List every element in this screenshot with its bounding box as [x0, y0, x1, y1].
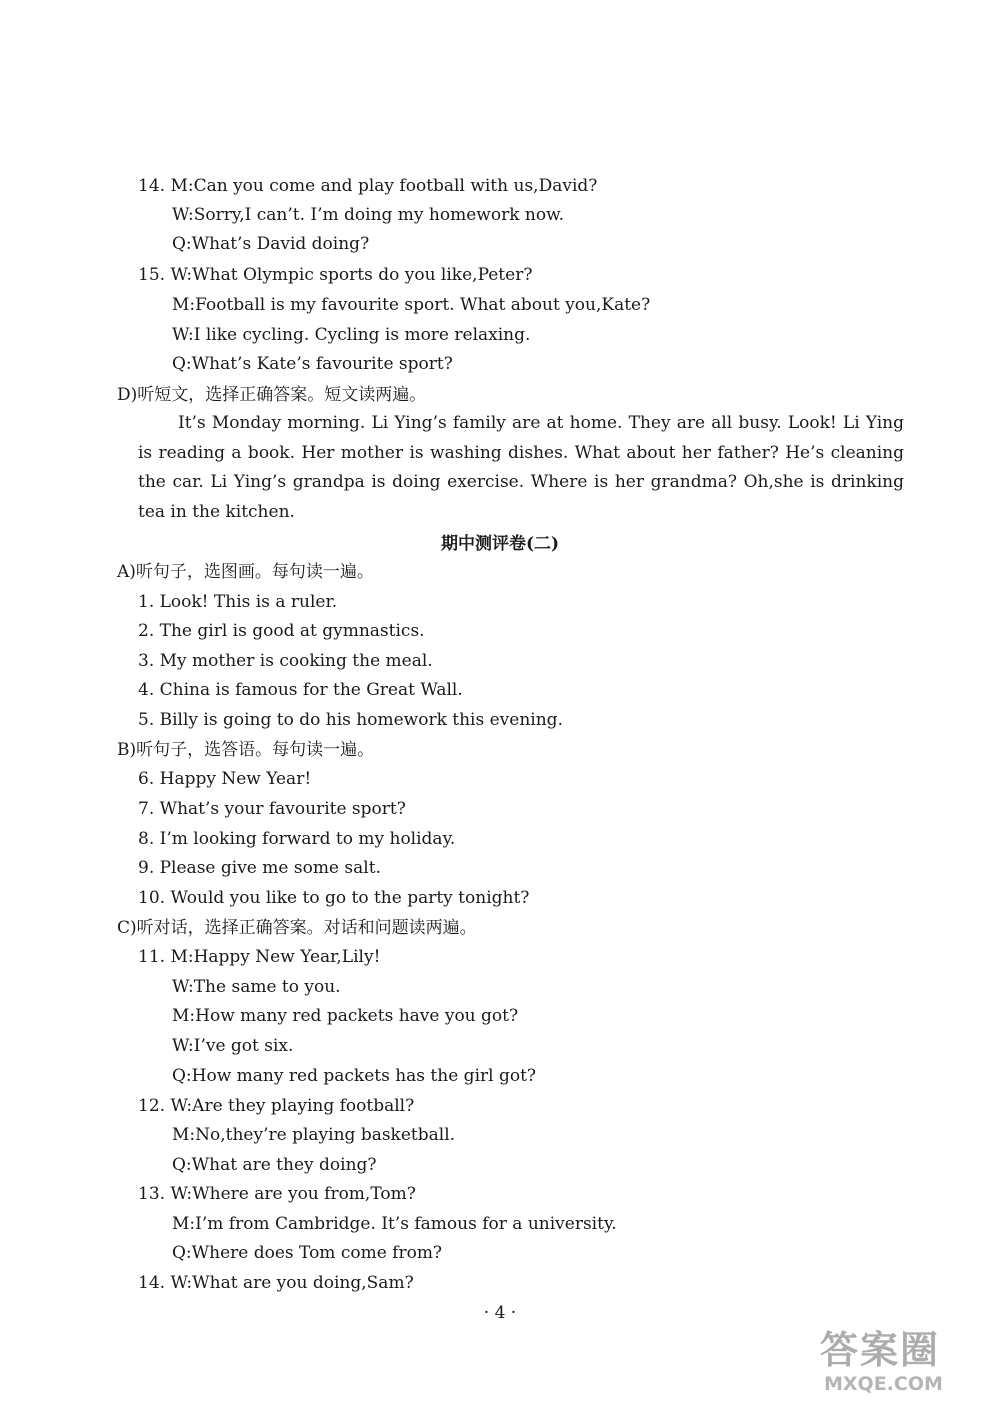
list-item: 7. What’s your favourite sport?	[138, 799, 406, 819]
dialogue-line: W:I’ve got six.	[172, 1036, 294, 1056]
dialogue-line: Q:What are they doing?	[172, 1155, 377, 1175]
dialogue-line: W:Sorry,I can’t. I’m doing my homework now.	[172, 205, 565, 225]
exam-title: 期中测评卷(二)	[440, 534, 560, 554]
dialogue-line: Q:How many red packets has the girl got?	[172, 1066, 537, 1086]
list-item: 4. China is famous for the Great Wall.	[138, 680, 463, 700]
dialogue-line: 13. W:Where are you from,Tom?	[138, 1184, 416, 1204]
section-heading: D)听短文，选择正确答案。短文读两遍。	[117, 385, 427, 405]
watermark-logo-text: 答案圈	[820, 1328, 941, 1372]
passage	[138, 409, 904, 527]
list-item: 2. The girl is good at gymnastics.	[138, 621, 425, 641]
page-number: · 4 ·	[483, 1303, 517, 1323]
passage-text: It’s Monday morning. Li Ying’s family are at home. They are all busy. Look! Li Ying is reading a book. Her mother is washing dishes. What about her father? He’s cleaning the car. Li Ying’s grandpa is doing exercise. Where is her grandma? Oh,she is drinking tea in the kitchen.	[138, 413, 904, 522]
dialogue-line: Q:What’s David doing?	[172, 234, 370, 254]
dialogue-line: 14. M:Can you come and play football with us,David?	[138, 176, 598, 196]
dialogue-line: M:I’m from Cambridge. It’s famous for a university.	[172, 1214, 617, 1234]
dialogue-line: 15. W:What Olympic sports do you like,Peter?	[138, 265, 533, 285]
list-item: 9. Please give me some salt.	[138, 858, 381, 878]
list-item: 8. I’m looking forward to my holiday.	[138, 829, 456, 849]
list-item: 6. Happy New Year!	[138, 769, 312, 789]
dialogue-line: M:Football is my favourite sport. What about you,Kate?	[172, 295, 651, 315]
section-heading: A)听句子，选图画。每句读一遍。	[117, 562, 374, 582]
watermark-url: MXQE.COM	[824, 1373, 943, 1395]
list-item: 5. Billy is going to do his homework this evening.	[138, 710, 563, 730]
dialogue-line: M:How many red packets have you got?	[172, 1006, 519, 1026]
dialogue-line: 12. W:Are they playing football?	[138, 1096, 415, 1116]
dialogue-line: 14. W:What are you doing,Sam?	[138, 1273, 414, 1293]
section-heading: B)听句子，选答语。每句读一遍。	[117, 740, 375, 760]
dialogue-line: Q:Where does Tom come from?	[172, 1243, 443, 1263]
dialogue-line: Q:What’s Kate’s favourite sport?	[172, 354, 453, 374]
section-heading: C)听对话，选择正确答案。对话和问题读两遍。	[117, 918, 477, 938]
watermark-logo	[820, 1328, 990, 1406]
dialogue-line: 11. M:Happy New Year,Lily!	[138, 947, 381, 967]
list-item: 3. My mother is cooking the meal.	[138, 651, 433, 671]
list-item: 1. Look! This is a ruler.	[138, 592, 338, 612]
dialogue-line: W:The same to you.	[172, 977, 341, 997]
list-item: 10. Would you like to go to the party tonight?	[138, 888, 530, 908]
dialogue-line: W:I like cycling. Cycling is more relaxing.	[172, 325, 531, 345]
dialogue-line: M:No,they’re playing basketball.	[172, 1125, 456, 1145]
